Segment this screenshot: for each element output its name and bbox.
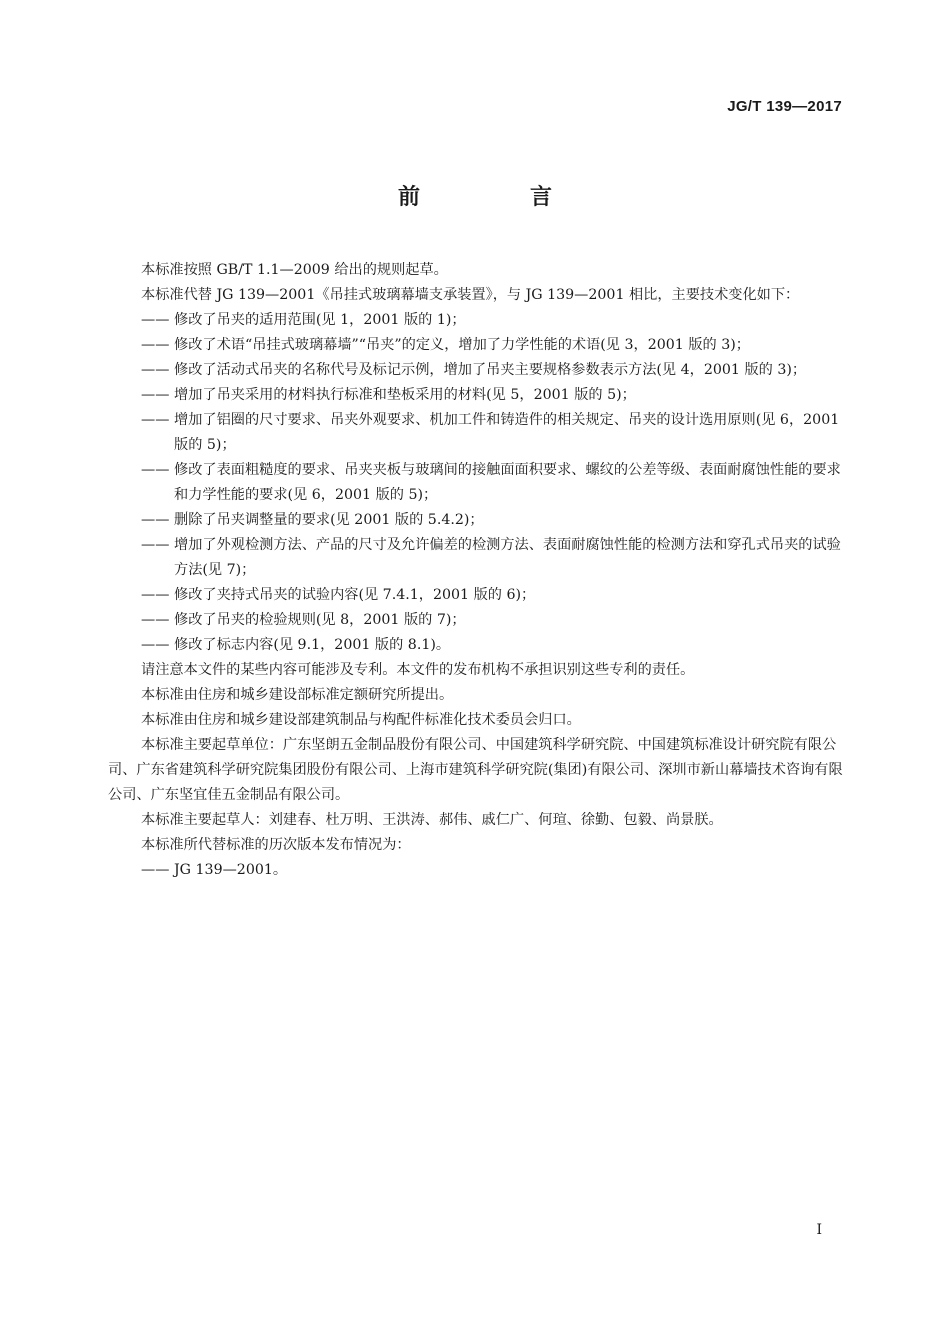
changes-list <box>108 308 844 658</box>
dash-mark: —— <box>141 462 170 478</box>
paragraph-drafting-units: 本标准主要起草单位：广东坚朗五金制品股份有限公司、中国建筑科学研究院、中国建筑标准设计研究院有限公司、广东省建筑科学研究院集团股份有限公司、上海市建筑科学研究院(集团)有限公司、深圳市新山幕墙技术咨询有限公司、广东坚宜佳五金制品有限公司。 <box>108 737 843 803</box>
dash-mark: —— <box>141 362 170 378</box>
list-item <box>108 608 844 633</box>
list-item <box>108 308 844 333</box>
dash-mark: —— <box>141 337 170 353</box>
dash-mark: —— <box>141 312 170 328</box>
page-number: I <box>816 1222 822 1238</box>
list-item <box>108 858 844 883</box>
paragraph-intro: 本标准按照 GB/T 1.1—2009 给出的规则起草。 <box>141 262 448 278</box>
dash-mark: —— <box>141 862 170 878</box>
dash-mark: —— <box>141 387 170 403</box>
document-body <box>108 258 844 883</box>
paragraph-drafters: 本标准主要起草人：刘建春、杜万明、王洪涛、郝伟、戚仁广、何瑄、徐勤、包毅、尚景朕。 <box>141 812 723 828</box>
paragraph-history: 本标准所代替标准的历次版本发布情况为： <box>141 837 411 853</box>
history-item-text: JG 139—2001。 <box>174 862 288 878</box>
paragraph-centralized: 本标准由住房和城乡建设部建筑制品与构配件标准化技术委员会归口。 <box>141 712 581 728</box>
list-item-text: 增加了吊夹采用的材料执行标准和垫板采用的材料(见 5，2001 版的 5)； <box>174 387 636 403</box>
list-item <box>108 408 844 458</box>
list-item-text: 修改了术语“吊挂式玻璃幕墙”“吊夹”的定义，增加了力学性能的术语(见 3，2001 版的 3)； <box>174 337 750 353</box>
list-item <box>108 358 844 383</box>
list-item <box>108 533 844 583</box>
dash-mark: —— <box>141 512 170 528</box>
list-item-text: 修改了表面粗糙度的要求、吊夹夹板与玻璃间的接触面面积要求、螺纹的公差等级、表面耐腐蚀性能的要求和力学性能的要求(见 6，2001 版的 5)； <box>174 462 841 503</box>
list-item-text: 修改了标志内容(见 9.1，2001 版的 8.1)。 <box>174 637 451 653</box>
list-item <box>108 583 844 608</box>
dash-mark: —— <box>141 587 170 603</box>
paragraph-replace: 本标准代替 JG 139—2001《吊挂式玻璃幕墙支承装置》，与 JG 139—2001 相比，主要技术变化如下： <box>141 287 800 303</box>
list-item <box>108 333 844 358</box>
list-item-text: 增加了外观检测方法、产品的尺寸及允许偏差的检测方法、表面耐腐蚀性能的检测方法和穿孔式吊夹的试验方法(见 7)； <box>174 537 841 578</box>
list-item-text: 删除了吊夹调整量的要求(见 2001 版的 5.4.2)； <box>174 512 484 528</box>
standard-number: JG/T 139—2017 <box>727 98 842 115</box>
list-item-text: 增加了铝圈的尺寸要求、吊夹外观要求、机加工件和铸造件的相关规定、吊夹的设计选用原则(见 6，2001 版的 5)； <box>174 412 840 453</box>
list-item-text: 修改了吊夹的适用范围(见 1，2001 版的 1)； <box>174 312 466 328</box>
list-item <box>108 458 844 508</box>
list-item-text: 修改了活动式吊夹的名称代号及标记示例，增加了吊夹主要规格参数表示方法(见 4，2001 版的 3)； <box>174 362 807 378</box>
paragraph-patent: 请注意本文件的某些内容可能涉及专利。本文件的发布机构不承担识别这些专利的责任。 <box>141 662 695 678</box>
list-item <box>108 383 844 408</box>
list-item-text: 修改了吊夹的检验规则(见 8，2001 版的 7)； <box>174 612 466 628</box>
dash-mark: —— <box>141 612 170 628</box>
dash-mark: —— <box>141 537 170 553</box>
dash-mark: —— <box>141 637 170 653</box>
list-item-text: 修改了夹持式吊夹的试验内容(见 7.4.1，2001 版的 6)； <box>174 587 536 603</box>
dash-mark: —— <box>141 412 170 428</box>
list-item <box>108 508 844 533</box>
page-title: 前 言 <box>397 185 596 210</box>
paragraph-proposed: 本标准由住房和城乡建设部标准定额研究所提出。 <box>141 687 454 703</box>
list-item <box>108 633 844 658</box>
